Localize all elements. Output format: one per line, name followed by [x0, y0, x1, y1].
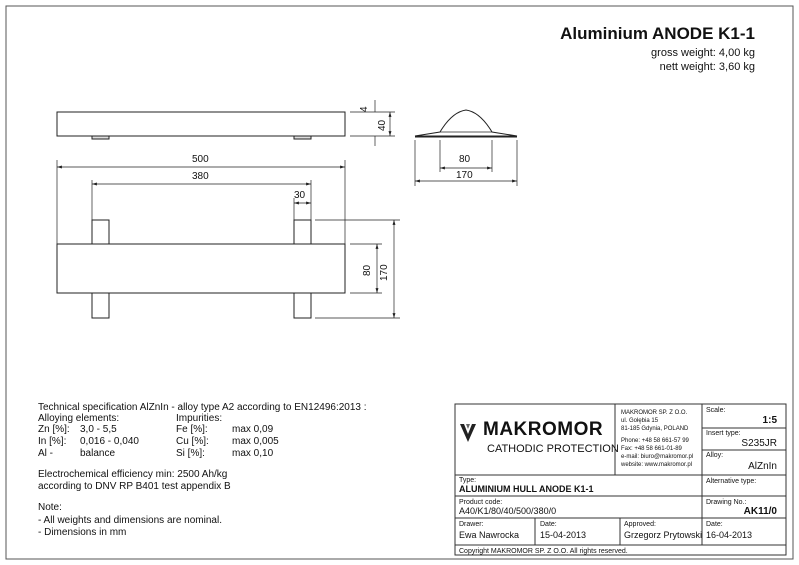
efficiency-line-2: according to DNV RP B401 test appendix B: [38, 481, 231, 492]
drawing-no-value: AK11/0: [743, 506, 777, 517]
alloy-element: In [%]:: [38, 436, 67, 447]
impurities-heading: Impurities:: [176, 413, 223, 424]
dim-length-core: 380: [192, 171, 209, 182]
dim-side-thickness: 4: [359, 106, 370, 112]
note-item: - Dimensions in mm: [38, 527, 127, 538]
side-view-body: [57, 112, 345, 136]
address-line: website: www.makromor.pl: [621, 462, 693, 468]
notes-heading: Note:: [38, 502, 62, 513]
address-line: Phone: +48 58 661-57 99: [621, 438, 689, 444]
alloying-heading: Alloying elements:: [38, 413, 120, 424]
type-value: ALUMINIUM HULL ANODE K1-1: [459, 484, 594, 494]
impurity-element: Si [%]:: [176, 448, 205, 459]
dim-end-outer: 170: [456, 170, 473, 181]
alloy-value-tb: AlZnIn: [748, 461, 777, 472]
plan-view-body: [57, 244, 345, 293]
product-code-label: Product code:: [459, 499, 503, 506]
date2-value: 16-04-2013: [706, 530, 753, 540]
plan-view-strap-right-bottom: [294, 293, 311, 318]
spec-heading: Technical specification AlZnIn - alloy type A2 according to EN12496:2013 :: [38, 402, 367, 413]
address-line: e-mail: biuro@makromor.pl: [621, 454, 694, 460]
dim-plan-outer: 170: [379, 264, 390, 281]
date1-value: 15-04-2013: [540, 530, 587, 540]
scale-value: 1:5: [762, 415, 777, 426]
alloy-value: balance: [80, 448, 116, 459]
scale-label: Scale:: [706, 407, 726, 414]
product-code-value: A40/K1/80/40/500/380/0: [459, 506, 557, 516]
alloy-value: 3,0 - 5,5: [80, 424, 117, 435]
drawer-value: Ewa Nawrocka: [459, 530, 520, 540]
side-view-strap-left: [92, 136, 109, 139]
type-label: Type:: [459, 477, 477, 484]
alloy-value: 0,016 - 0,040: [80, 436, 139, 447]
address-line: 81-185 Gdynia, POLAND: [621, 426, 689, 432]
insert-type-label: Insert type:: [706, 430, 741, 437]
company-subtitle: CATHODIC PROTECTION: [487, 443, 619, 455]
insert-type-value: S235JR: [741, 438, 777, 449]
approved-value: Grzegorz Prytowski: [624, 530, 703, 540]
alloy-element: Zn [%]:: [38, 424, 70, 435]
impurity-element: Cu [%]:: [176, 436, 209, 447]
dim-side-height: 40: [377, 119, 388, 131]
side-view-strap-right: [294, 136, 311, 139]
copyright: Copyright MAKROMOR SP. Z O.O. All rights reserved.: [459, 548, 628, 555]
company-name: MAKROMOR: [483, 419, 604, 440]
plan-view-strap-left-top: [92, 220, 109, 244]
alt-type-label: Alternative type:: [706, 478, 757, 485]
drawing-no-label: Drawing No.:: [706, 499, 747, 506]
impurity-value: max 0,10: [232, 448, 274, 459]
plan-view-strap-right-top: [294, 220, 311, 244]
address-line: ul. Gołębia 15: [621, 418, 659, 424]
plan-view-strap-left-bottom: [92, 293, 109, 318]
efficiency-line-1: Electrochemical efficiency min: 2500 Ah/kg: [38, 469, 228, 480]
gross-weight: gross weight: 4,00 kg: [651, 47, 755, 59]
drawer-label: Drawer:: [459, 521, 484, 528]
impurity-element: Fe [%]:: [176, 424, 208, 435]
approved-label: Approved:: [624, 521, 656, 528]
address-line: Fax: +48 58 661-01-89: [621, 446, 682, 452]
dim-strap-width: 30: [294, 190, 306, 201]
date1-label: Date:: [540, 521, 557, 528]
dim-end-inner: 80: [459, 154, 471, 165]
dim-plan-inner: 80: [362, 264, 373, 276]
impurity-value: max 0,005: [232, 436, 279, 447]
note-item: - All weights and dimensions are nominal.: [38, 515, 222, 526]
alloy-label: Alloy:: [706, 452, 724, 459]
impurity-value: max 0,09: [232, 424, 274, 435]
nett-weight: nett weight: 3,60 kg: [659, 61, 755, 73]
drawing-title: Aluminium ANODE K1-1: [560, 24, 755, 43]
makromor-logo: [460, 424, 476, 442]
date2-label: Date:: [706, 521, 723, 528]
address-line: MAKROMOR SP. Z O.O.: [621, 410, 688, 416]
dim-length-total: 500: [192, 154, 209, 165]
alloy-element: Al -: [38, 448, 53, 459]
